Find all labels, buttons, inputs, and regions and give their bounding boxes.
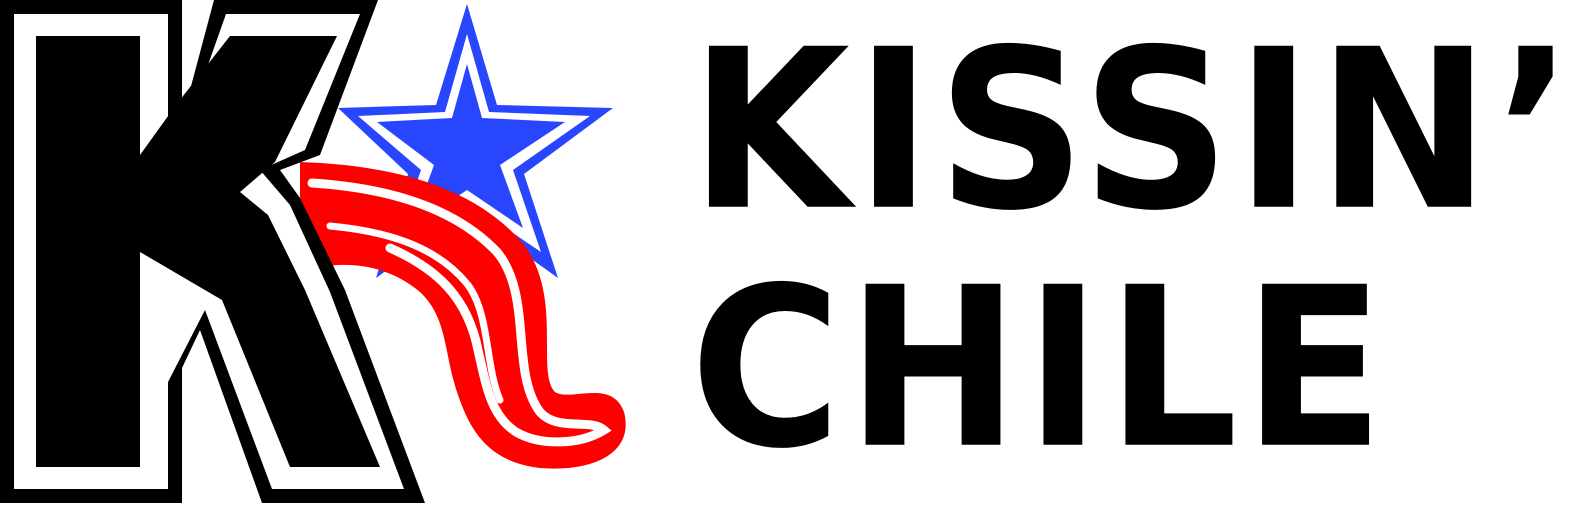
wordmark [690, 0, 1579, 512]
brand-name-line-2: CHILE [690, 239, 1390, 498]
k-star-emblem [0, 0, 640, 512]
brand-name-line-1: KISSIN’ [690, 1, 1579, 260]
